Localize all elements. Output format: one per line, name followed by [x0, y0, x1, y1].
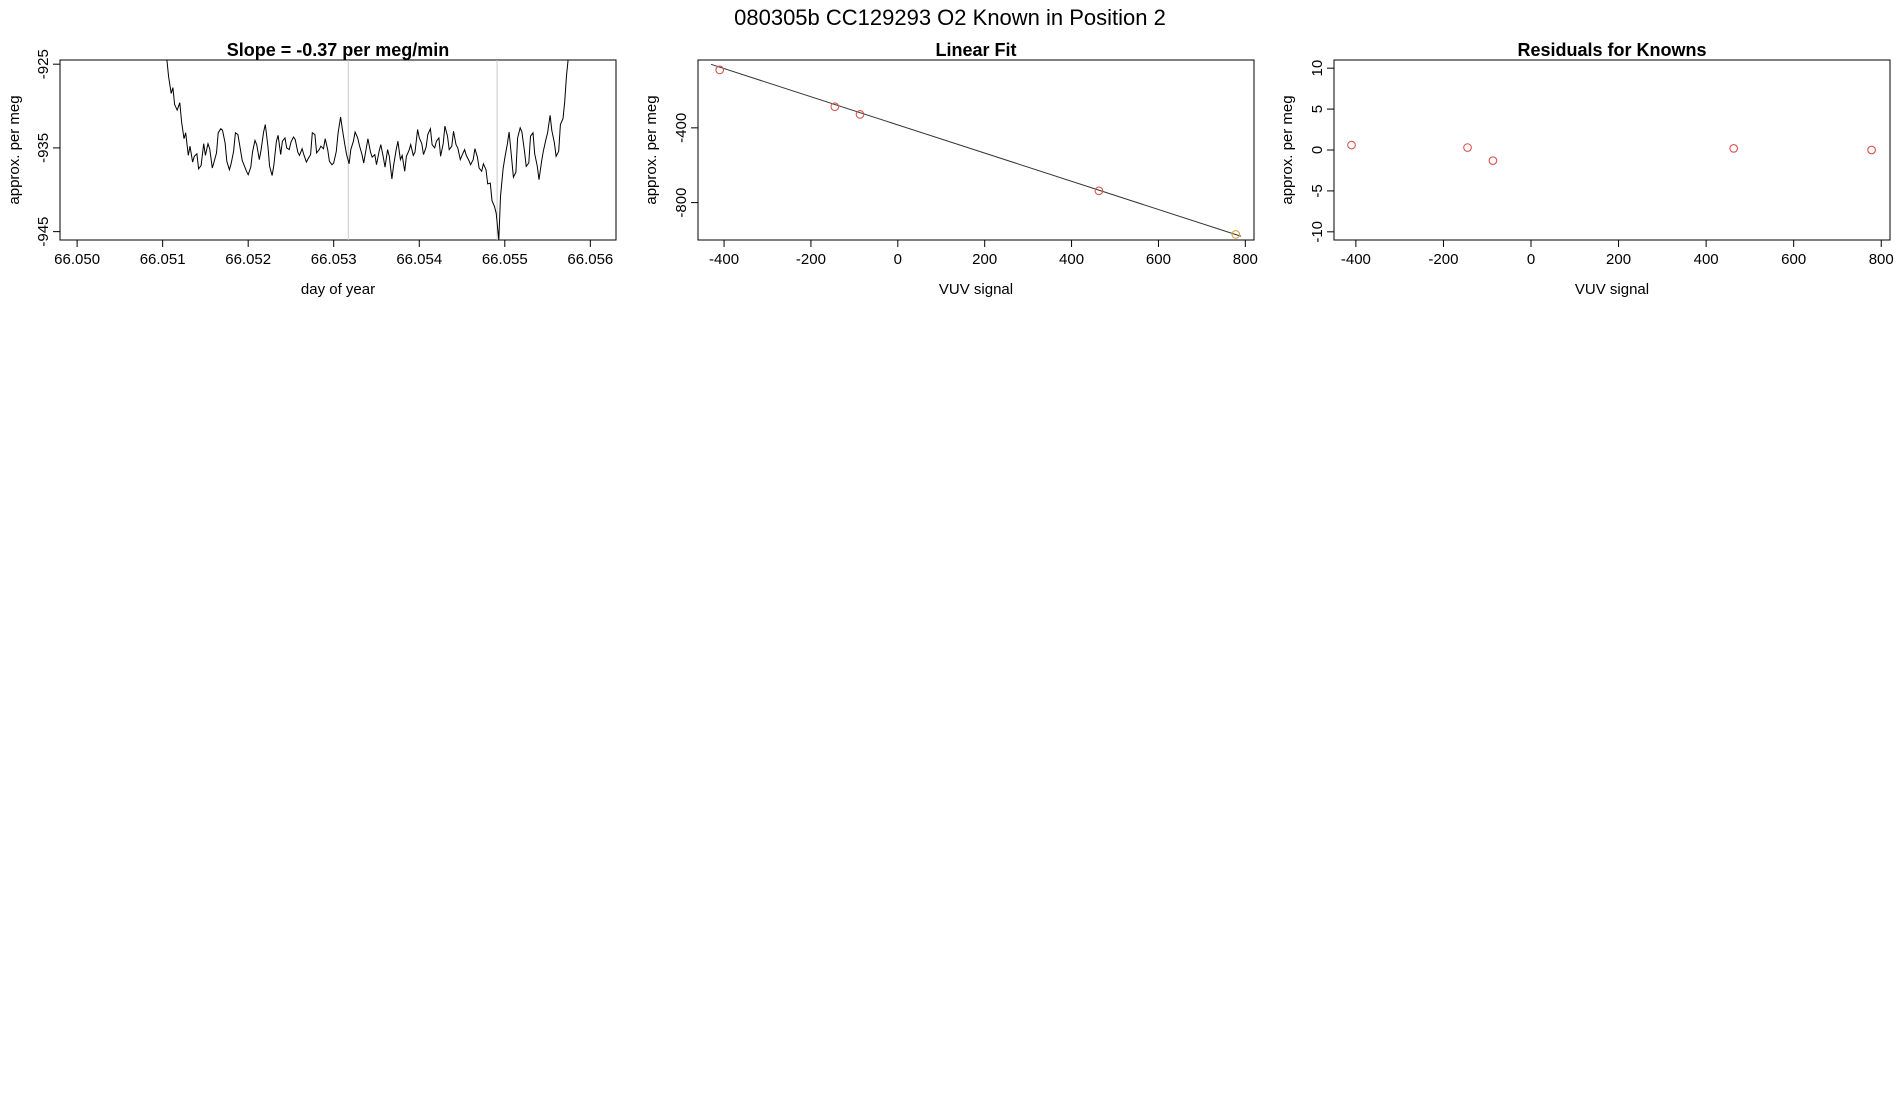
y-axis-label: approx. per meg — [6, 95, 23, 205]
x-tick-label: 800 — [1232, 251, 1258, 268]
x-tick-label: 400 — [1693, 251, 1719, 268]
x-axis-label: day of year — [300, 281, 376, 298]
x-tick-label: 66.055 — [481, 251, 528, 268]
x-tick-label: 200 — [972, 251, 998, 268]
y-tick-label: -925 — [35, 49, 52, 80]
plot-frame — [1334, 60, 1890, 240]
data-point — [856, 111, 864, 119]
x-tick-label: 600 — [1145, 251, 1171, 268]
x-tick-label: 800 — [1868, 251, 1894, 268]
page-title: 080305b CC129293 O2 Known in Position 2 — [734, 5, 1166, 30]
y-tick-label: -10 — [1309, 220, 1326, 243]
fit-line — [711, 64, 1241, 236]
x-tick-label: 66.052 — [225, 251, 272, 268]
x-tick-label: -400 — [709, 251, 740, 268]
data-point — [1730, 145, 1738, 153]
x-axis-label: VUV signal — [1574, 281, 1650, 298]
panel-linear-fit — [643, 40, 1258, 298]
y-tick-label: -400 — [673, 112, 690, 143]
x-tick-label: 66.053 — [310, 251, 357, 268]
x-tick-label: -400 — [1340, 251, 1371, 268]
x-tick-label: -200 — [795, 251, 826, 268]
panel-slope — [6, 40, 616, 298]
y-axis-label: approx. per meg — [1279, 95, 1296, 205]
y-tick-label: -935 — [35, 132, 52, 163]
x-tick-label: 66.054 — [396, 251, 443, 268]
panel-title: Residuals for Knowns — [1517, 40, 1707, 60]
series-line — [167, 60, 568, 240]
data-point — [1348, 141, 1356, 149]
plot-frame — [60, 60, 616, 240]
x-tick-label: 0 — [893, 251, 902, 268]
data-point — [1868, 146, 1876, 154]
y-tick-label: -800 — [673, 187, 690, 218]
x-tick-label: 66.056 — [567, 251, 614, 268]
x-tick-label: 400 — [1059, 251, 1085, 268]
x-axis-label: VUV signal — [938, 281, 1014, 298]
x-tick-label: -200 — [1428, 251, 1459, 268]
data-point — [1464, 144, 1472, 152]
y-tick-label: 0 — [1309, 145, 1326, 155]
y-tick-label: 10 — [1309, 59, 1326, 77]
x-tick-label: 66.050 — [54, 251, 101, 268]
y-tick-label: -945 — [35, 216, 52, 247]
panel-title: Slope = -0.37 per meg/min — [226, 40, 450, 60]
y-tick-label: 5 — [1309, 104, 1326, 114]
x-tick-label: 600 — [1781, 251, 1807, 268]
y-tick-label: -5 — [1309, 184, 1326, 198]
y-axis-label: approx. per meg — [643, 95, 660, 205]
x-tick-label: 66.051 — [139, 251, 186, 268]
x-tick-label: 0 — [1526, 251, 1536, 268]
panel-title: Linear Fit — [935, 40, 1017, 60]
panel-residuals — [1279, 40, 1894, 298]
x-tick-label: 200 — [1606, 251, 1632, 268]
data-point — [1489, 157, 1497, 165]
